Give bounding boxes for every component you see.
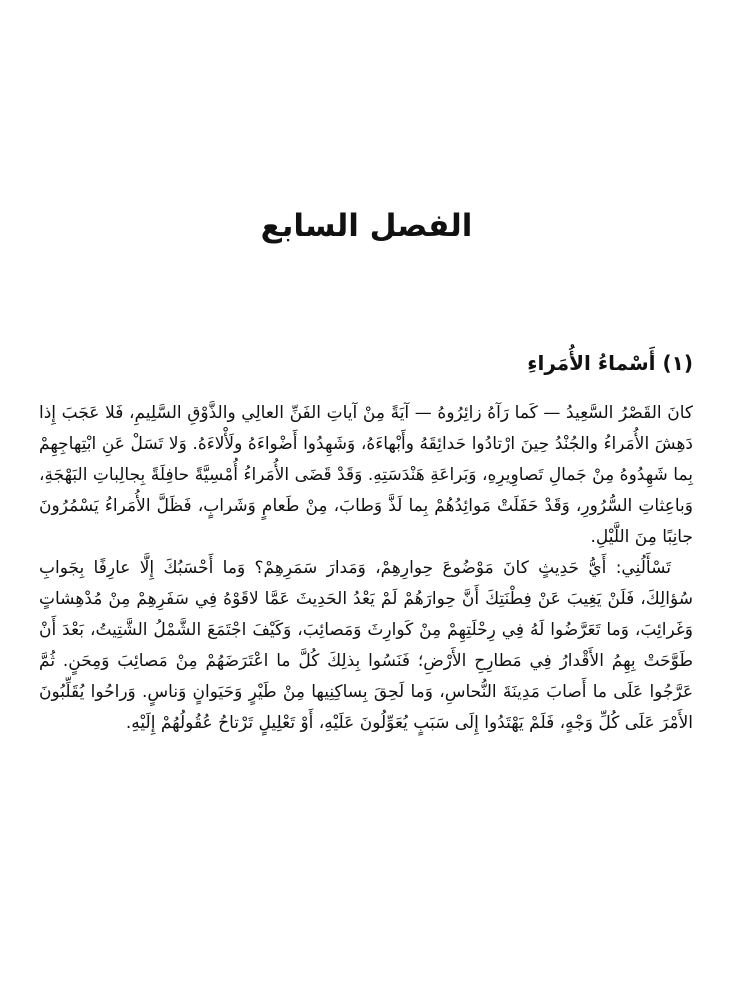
body-text bbox=[39, 398, 693, 739]
chapter-title: الفصل السابع bbox=[260, 208, 473, 244]
paragraph: تَسْأَلُنِي: أَيُّ حَدِيثٍ كانَ مَوْضُوعَ حِوارِهِمْ، وَمَدارَ سَمَرِهِمْ؟ وَما أَحْسَبُكَ إِلَّا عارِفًا بِجَوابِ سُؤالِكَ، فَلَنْ يَغِيبَ عَنْ فِطْنَتِكَ أَنَّ حِوارَهُمْ لَمْ يَعْدُ الحَدِيثَ عَمَّا لاقَوْهُ فِي سَفَرِهِمْ مِنْ مُدْهِشاتٍ وَغَرائِبَ، وَما تَعَرَّضُوا لَهُ فِي رِحْلَتِهِمْ مِنْ كَوارِثَ وَمَصائِبَ، وَكَيْفَ اجْتَمَعَ الشَّمْلُ الشَّتِيتُ، بَعْدَ أَنْ طَوَّحَتْ بِهِمُ الأَقْدارُ فِي مَطارِحِ الأَرْضِ؛ فَنَسُوا بِذلِكَ كُلَّ ما اعْتَرَضَهُمْ مِنْ مَصائِبَ وَمِحَنٍ. ثُمَّ عَرَّجُوا عَلَى ما أَصابَ مَدِينَةَ النُّحاسِ، وَما لَحِقَ بِساكِنِيها مِنْ طَيْرٍ وَحَيَوانٍ وَناسٍ. وَراحُوا يُقَلِّبُونَ الأَمْرَ عَلَى كُلِّ وَجْهٍ، فَلَمْ يَهْتَدُوا إِلَى سَبَبٍ يُعَوِّلُونَ عَلَيْهِ، أَوْ تَعْلِيلٍ تَرْتاحُ عُقُولُهُمْ إِلَيْهِ. bbox=[39, 558, 693, 733]
section-heading: (١) أَسْماءُ الأُمَراءِ bbox=[527, 351, 693, 375]
paragraph: كانَ القَصْرُ السَّعِيدُ — كَما رَآهُ زائِرُوهُ — آيَةً مِنْ آياتِ الفَنِّ العالِي والذَّوْقِ السَّلِيمِ، فَلا عَجَبَ إِذا دَهِشَ الأُمَراءُ والجُنْدُ حِينَ ارْتادُوا حَدائِقَهُ وأَبْهاءَهُ، وَشَهِدُوا أَضْواءَهُ ولَأْلاءَهُ. وَلا تَسَلْ عَنِ ابْتِهاجِهِمْ بِما شَهِدُوهُ مِنْ جَمالِ تَصاوِيرِهِ، وَبَراعَةِ هَنْدَسَتِهِ. وَقَدْ قَضَى الأُمَراءُ أُمْسِيَّةً حافِلَةً بِجالِباتِ البَهْجَةِ، وَباعِثاتِ السُّرُورِ، وَقَدْ حَفَلَتْ مَوائِدُهُمْ بِما لَذَّ وَطابَ، مِنْ طَعامٍ وَشَرابٍ، فَظَلَّ الأُمَراءُ يَسْمُرُونَ جانِبًا مِنَ اللَّيْلِ. bbox=[39, 403, 693, 547]
